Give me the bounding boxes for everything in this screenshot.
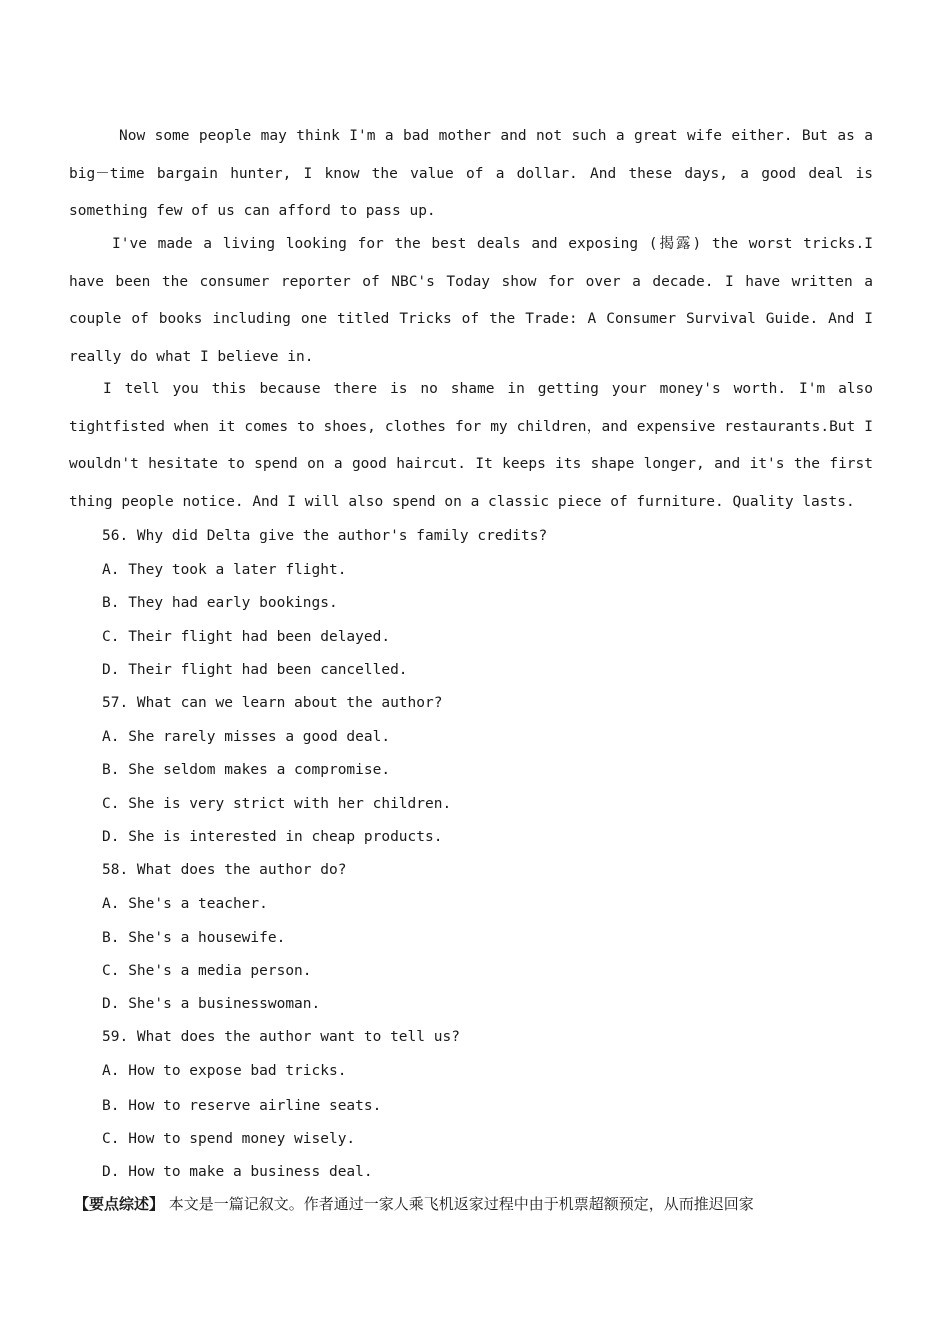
question-56-option-d: D. Their flight had been cancelled. [102, 662, 408, 678]
question-57-option-c: C. She is very strict with her children. [102, 796, 452, 812]
summary-line [74, 1193, 874, 1215]
question-56-stem: 56. Why did Delta give the author's family credits? [102, 528, 548, 544]
passage-paragraph-2: I've made a living looking for the best deals and exposing (揭露) the worst tricks.I have been the consumer reporter of NBC's Today show for over a decade. I have written a couple of books including one titled Tricks of the Trade: A Consumer Survival Guide. And I really do what I believe in. [69, 236, 873, 365]
question-56-option-a: A. They took a later flight. [102, 562, 347, 578]
question-59-option-d: D. How to make a business deal. [102, 1164, 373, 1180]
question-56-option-b: B. They had early bookings. [102, 595, 338, 611]
question-57-option-a: A. She rarely misses a good deal. [102, 729, 391, 745]
summary-text: 本文是一篇记叙文。作者通过一家人乘飞机返家过程中由于机票超额预定，从而推迟回家 [164, 1195, 754, 1213]
question-59-option-a: A. How to expose bad tricks. [102, 1063, 347, 1079]
question-57-option-b: B. She seldom makes a compromise. [102, 762, 391, 778]
question-57-stem: 57. What can we learn about the author? [102, 695, 443, 711]
question-58-option-d: D. She's a businesswoman. [102, 996, 321, 1012]
question-59-stem: 59. What does the author want to tell us? [102, 1029, 460, 1045]
question-59-option-b: B. How to reserve airline seats. [102, 1098, 382, 1114]
question-58-option-c: C. She's a media person. [102, 963, 312, 979]
summary-tag: 【要点综述】 [74, 1195, 165, 1213]
passage-paragraph-3: I tell you this because there is no shame in getting your money's worth. I'm also tightfisted when it comes to shoes, clothes for my children，and expensive restaurants.But I wouldn't hesitate to spend on a good haircut. It keeps its shape longer, and it's the first thing people notice. And I will also spend on a classic piece of furniture. Quality lasts. [69, 381, 873, 510]
passage-paragraph-1: Now some people may think I'm a bad mother and not such a great wife either. But as a big－time bargain hunter, I know the value of a dollar. And these days, a good deal is something few of us can afford to pass up. [69, 128, 873, 219]
question-58-option-b: B. She's a housewife. [102, 930, 286, 946]
question-58-option-a: A. She's a teacher. [102, 896, 268, 912]
question-56-option-c: C. Their flight had been delayed. [102, 629, 391, 645]
question-58-stem: 58. What does the author do? [102, 862, 347, 878]
question-57-option-d: D. She is interested in cheap products. [102, 829, 443, 845]
question-59-option-c: C. How to spend money wisely. [102, 1131, 356, 1147]
